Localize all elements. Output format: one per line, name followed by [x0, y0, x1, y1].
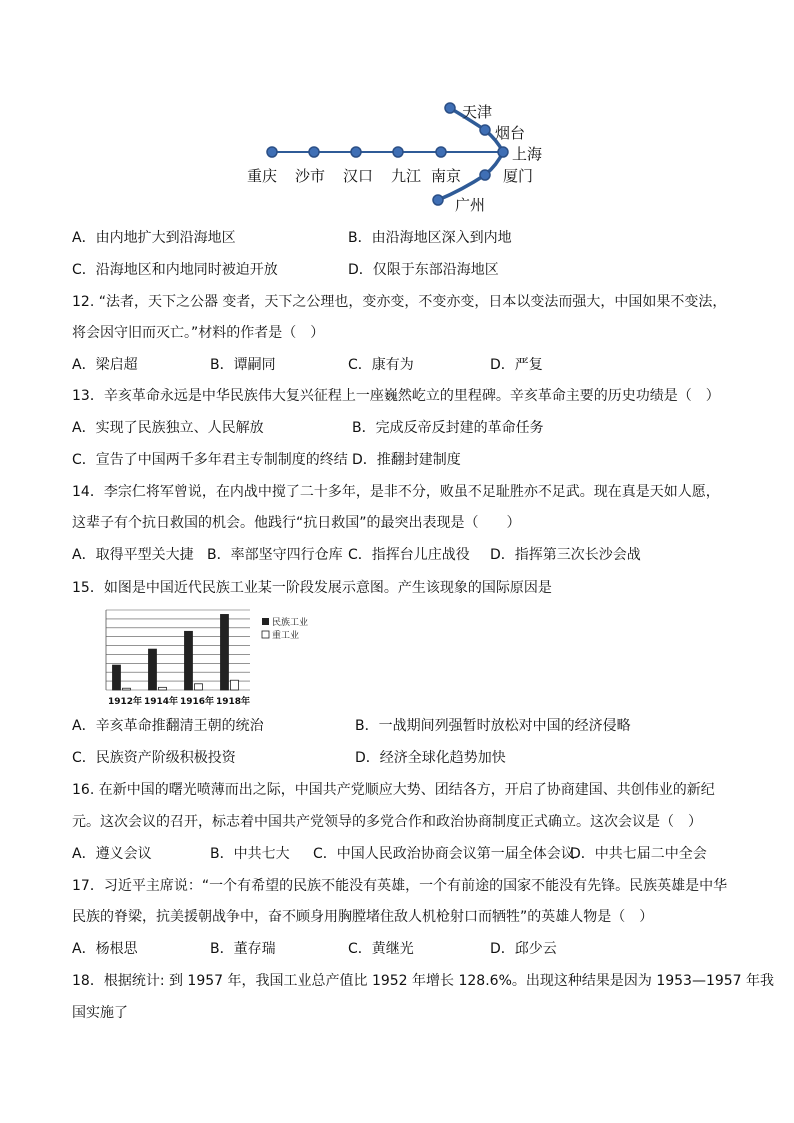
q17-stem-line-1: 17．习近平主席说：“一个有希望的民族不能没有英雄，一个有前途的国家不能没有先锋。民族英雄是中华	[72, 878, 728, 894]
map-node-guangzhou	[433, 195, 443, 205]
ports-map	[0, 0, 794, 220]
bar-series-0-1918年	[220, 614, 228, 690]
q17-option-a[interactable]: A．杨根思	[72, 941, 138, 957]
map-node-tianjin	[445, 103, 455, 113]
q13-stem: 13．辛亥革命永远是中华民族伟大复兴征程上一座巍然屹立的里程碑。辛亥革命主要的历史功绩是（ ）	[72, 388, 720, 404]
bar-series-0-1912年	[112, 665, 120, 690]
legend-label-series-0: 民族工业	[272, 618, 309, 628]
map-node-hankou	[351, 147, 361, 157]
q14-option-c[interactable]: C．指挥台儿庄战役	[348, 547, 470, 563]
q17-stem-line-2: 民族的脊梁，抗美援朝战争中，奋不顾身用胸膛堵住敌人机枪射口而牺牲”的英雄人物是（ ）	[72, 909, 654, 925]
bar-series-1-1914年	[158, 687, 166, 690]
q14-option-d[interactable]: D．指挥第三次长沙会战	[490, 547, 641, 563]
q15-stem: 15．如图是中国近代民族工业某一阶段发展示意图。产生该现象的国际原因是	[72, 580, 552, 596]
q11-option-a[interactable]: A．由内地扩大到沿海地区	[72, 230, 236, 246]
q12-option-a[interactable]: A．梁启超	[72, 357, 138, 373]
industry-bar-chart	[100, 604, 340, 710]
chart-legend	[262, 616, 308, 641]
x-tick-label: 1914年	[144, 697, 179, 707]
q15-option-d[interactable]: D．经济全球化趋势加快	[355, 750, 506, 766]
map-node-shashi	[309, 147, 319, 157]
q15-option-a[interactable]: A．辛亥革命推翻清王朝的统治	[72, 718, 264, 734]
map-label-shashi: 沙市	[295, 167, 326, 185]
q12-stem-line-1: 12. “法者，天下之公器 变者，天下之公理也，变亦变，不变亦变，日本以变法而强大，中国如果不变法，	[72, 294, 727, 310]
q13-option-d[interactable]: D．推翻封建制度	[352, 452, 461, 468]
q11-option-c[interactable]: C．沿海地区和内地同时被迫开放	[72, 262, 278, 278]
map-label-chongqing: 重庆	[247, 167, 278, 185]
q17-option-d[interactable]: D．邱少云	[490, 941, 557, 957]
map-node-chongqing	[267, 147, 277, 157]
q16-option-d[interactable]: D．中共七届二中全会	[570, 846, 707, 862]
q12-stem-line-2: 将会因守旧而灭亡。”材料的作者是（ ）	[72, 325, 325, 341]
q14-stem-line-2: 这辈子有个抗日救国的机会。他践行“抗日救国”的最突出表现是（ ）	[72, 515, 521, 531]
q13-option-b[interactable]: B．完成反帝反封建的革命任务	[352, 420, 544, 436]
bar-series-1-1912年	[122, 688, 130, 690]
legend-swatch-series-1	[262, 631, 269, 638]
bar-series-0-1914年	[148, 649, 156, 690]
q16-option-b[interactable]: B．中共七大	[210, 846, 290, 862]
q16-stem-line-1: 16. 在新中国的曙光喷薄而出之际，中国共产党顺应大势、团结各方，开启了协商建国、共创伟业的新纪	[72, 782, 715, 798]
map-label-tianjin: 天津	[462, 103, 493, 121]
q11-option-d[interactable]: D．仅限于东部沿海地区	[348, 262, 499, 278]
map-label-xiamen: 厦门	[503, 167, 534, 185]
q11-option-b[interactable]: B．由沿海地区深入到内地	[348, 230, 512, 246]
map-label-jiujiang: 九江	[391, 167, 422, 185]
x-tick-label: 1918年	[216, 697, 251, 707]
q16-stem-line-2: 元。这次会议的召开，标志着中国共产党领导的多党合作和政治协商制度正式确立。这次会议是（ ）	[72, 814, 702, 830]
q12-option-c[interactable]: C．康有为	[348, 357, 414, 373]
q12-option-d[interactable]: D．严复	[490, 357, 543, 373]
q13-option-a[interactable]: A．实现了民族独立、人民解放	[72, 420, 264, 436]
q14-option-a[interactable]: A．取得平型关大捷	[72, 547, 194, 563]
q16-option-a[interactable]: A．遵义会议	[72, 846, 152, 862]
q17-option-b[interactable]: B．董存瑞	[210, 941, 276, 957]
coastal-route-line	[438, 108, 503, 200]
map-node-xiamen	[480, 170, 490, 180]
map-label-guangzhou: 广州	[455, 196, 486, 214]
q15-option-b[interactable]: B．一战期间列强暂时放松对中国的经济侵略	[355, 718, 631, 734]
map-node-nanjing	[436, 147, 446, 157]
map-label-yantai: 烟台	[495, 124, 526, 142]
q14-stem-line-1: 14．李宗仁将军曾说，在内战中搅了二十多年，是非不分，败虽不足耻胜亦不足武。现在真是天如人愿，	[72, 484, 720, 500]
bar-series-1-1916年	[194, 684, 202, 690]
x-tick-label: 1916年	[180, 697, 215, 707]
map-node-jiujiang	[393, 147, 403, 157]
q14-option-b[interactable]: B．率部坚守四行仓库	[207, 547, 343, 563]
bar-series-1-1918年	[230, 680, 238, 690]
map-label-nanjing: 南京	[431, 167, 462, 185]
map-label-hankou: 汉口	[343, 167, 374, 185]
x-tick-label: 1912年	[108, 697, 143, 707]
q18-stem-line-2: 国实施了	[72, 1005, 128, 1021]
legend-swatch-series-0	[262, 618, 269, 625]
q16-option-c[interactable]: C．中国人民政治协商会议第一届全体会议	[313, 846, 575, 862]
map-node-shanghai	[498, 147, 508, 157]
map-node-yantai	[480, 125, 490, 135]
q17-option-c[interactable]: C．黄继光	[348, 941, 414, 957]
map-label-shanghai: 上海	[512, 145, 543, 163]
bar-series-0-1916年	[184, 631, 192, 690]
legend-label-series-1: 重工业	[272, 631, 300, 641]
q12-option-b[interactable]: B．谭嗣同	[210, 357, 276, 373]
q18-stem-line-1: 18．根据统计: 到 1957 年，我国工业总产值比 1952 年增长 128.6%。出现这种结果是因为 1953—1957 年我	[72, 973, 775, 989]
q15-option-c[interactable]: C．民族资产阶级积极投资	[72, 750, 236, 766]
q13-option-c[interactable]: C．宣告了中国两千多年君主专制制度的终结	[72, 452, 348, 468]
